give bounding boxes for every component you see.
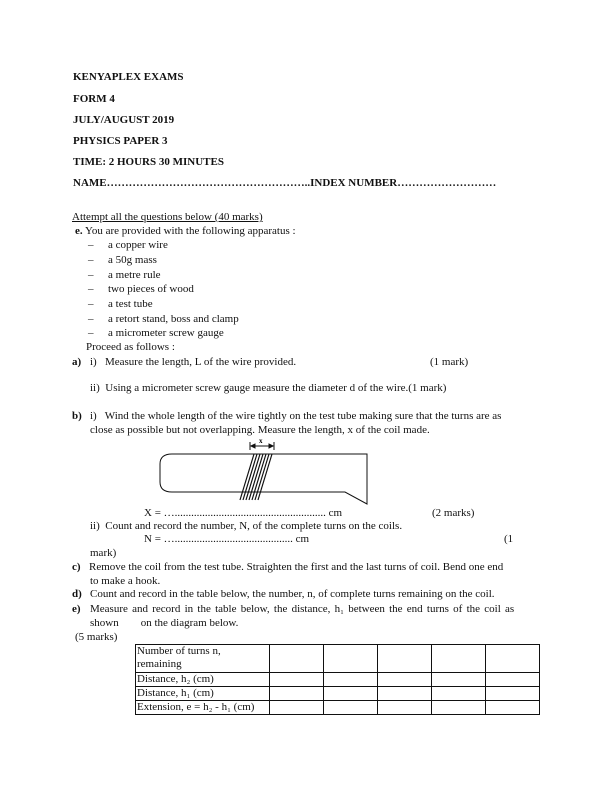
table-cell[interactable] — [324, 687, 378, 701]
apparatus-item: a test tube — [108, 298, 153, 310]
qe-line1: Measure and record in the table below, the distance, h₁ between the end turns of the coil as — [90, 603, 515, 615]
apparatus-dash: – — [88, 269, 94, 281]
table-cell[interactable] — [432, 645, 486, 673]
apparatus-item: two pieces of wood — [108, 283, 194, 295]
table-cell[interactable] — [432, 687, 486, 701]
exam-paper: PHYSICS PAPER 3 — [73, 135, 168, 147]
qe-marks: (5 marks) — [75, 631, 118, 643]
instructions: Attempt all the questions below (40 marks) — [72, 211, 263, 223]
table-cell[interactable] — [432, 673, 486, 687]
exam-session: JULY/AUGUST 2019 — [73, 114, 175, 126]
qc-line1: Remove the coil from the test tube. Straighten the first and the last turns of coil. Bend one end — [89, 561, 504, 573]
apparatus-dash: – — [88, 313, 94, 325]
intro — [75, 225, 296, 238]
qb-ii: ii) Count and record the number, N, of the complete turns on the coils. — [90, 520, 403, 532]
table-cell[interactable] — [486, 673, 540, 687]
table-row — [136, 673, 540, 687]
row-header: Extension, e = h₂ - h₁ (cm) — [136, 701, 270, 715]
table-cell[interactable] — [378, 673, 432, 687]
apparatus-dash: – — [88, 298, 94, 310]
intro-label: e. — [75, 225, 83, 237]
table-cell[interactable] — [432, 701, 486, 715]
apparatus-dash: – — [88, 283, 94, 295]
n-marks-a: (1 — [504, 533, 514, 545]
qe-label: e) — [72, 603, 81, 615]
qc-line2: to make a hook. — [90, 575, 161, 587]
table-cell[interactable] — [324, 701, 378, 715]
qb-label: b) — [72, 410, 82, 422]
test-tube-coil-diagram — [150, 436, 380, 516]
qa-i-marks: (1 mark) — [430, 356, 469, 368]
intro-text: You are provided with the following apparatus : — [84, 225, 296, 237]
table-cell[interactable] — [486, 701, 540, 715]
apparatus-item: a retort stand, boss and clamp — [108, 313, 239, 325]
table-cell[interactable] — [270, 673, 324, 687]
qa-label: a) — [72, 356, 82, 368]
table-row — [136, 687, 540, 701]
x-marks: (2 marks) — [432, 507, 475, 519]
exam-org: KENYAPLEX EXAMS — [73, 71, 184, 83]
n-answer-line[interactable]: N = …........................................... cm — [144, 533, 310, 545]
table-row — [136, 701, 540, 715]
apparatus-item: a micrometer screw gauge — [108, 327, 224, 339]
qa-ii: ii) Using a micrometer screw gauge measure the diameter d of the wire.(1 mark) — [90, 382, 447, 394]
coil-length-label: x — [259, 437, 263, 445]
table-cell[interactable] — [378, 701, 432, 715]
apparatus-item: a metre rule — [108, 269, 161, 281]
table-row — [136, 645, 540, 673]
apparatus-item: a 50g mass — [108, 254, 157, 266]
table-cell[interactable] — [270, 687, 324, 701]
table-cell[interactable] — [270, 701, 324, 715]
qb-i-line2: close as possible but not overlapping. Measure the length, x of the coil made. — [90, 424, 430, 436]
n-marks-b: mark) — [90, 547, 117, 559]
table-cell[interactable] — [324, 673, 378, 687]
wire-coil — [240, 454, 272, 500]
exam-time: TIME: 2 HOURS 30 MINUTES — [73, 156, 224, 168]
apparatus-item: a copper wire — [108, 239, 168, 251]
apparatus-dash: – — [88, 254, 94, 266]
table-cell[interactable] — [270, 645, 324, 673]
results-table — [135, 644, 540, 715]
apparatus-dash: – — [88, 327, 94, 339]
table-cell[interactable] — [378, 645, 432, 673]
qe-line2: shown on the diagram below. — [90, 617, 239, 629]
qc-label: c) — [72, 561, 81, 573]
table-cell[interactable] — [486, 687, 540, 701]
row-header: Distance, h₂ (cm) — [136, 673, 270, 687]
table-cell[interactable] — [378, 687, 432, 701]
table-cell[interactable] — [486, 645, 540, 673]
qd-label: d) — [72, 588, 82, 600]
x-answer-line[interactable]: X = …....................................................... cm — [144, 507, 343, 519]
table-cell[interactable] — [324, 645, 378, 673]
qd-line1: Count and record in the table below, the number, n, of complete turns remaining on the coil. — [90, 588, 495, 600]
row-header: Distance, h₁ (cm) — [136, 687, 270, 701]
name-index-line: NAME………………………………………………..INDEX NUMBER……………………… — [73, 177, 497, 189]
qb-i-line1: i) Wind the whole length of the wire tightly on the test tube making sure that the turns are as — [90, 410, 502, 422]
qa-i: i) Measure the length, L of the wire provided. — [90, 356, 297, 368]
row-header: Number of turns n, remaining — [136, 645, 270, 673]
exam-form: FORM 4 — [73, 93, 115, 105]
proceed-text: Proceed as follows : — [86, 341, 175, 353]
apparatus-dash: – — [88, 239, 94, 251]
